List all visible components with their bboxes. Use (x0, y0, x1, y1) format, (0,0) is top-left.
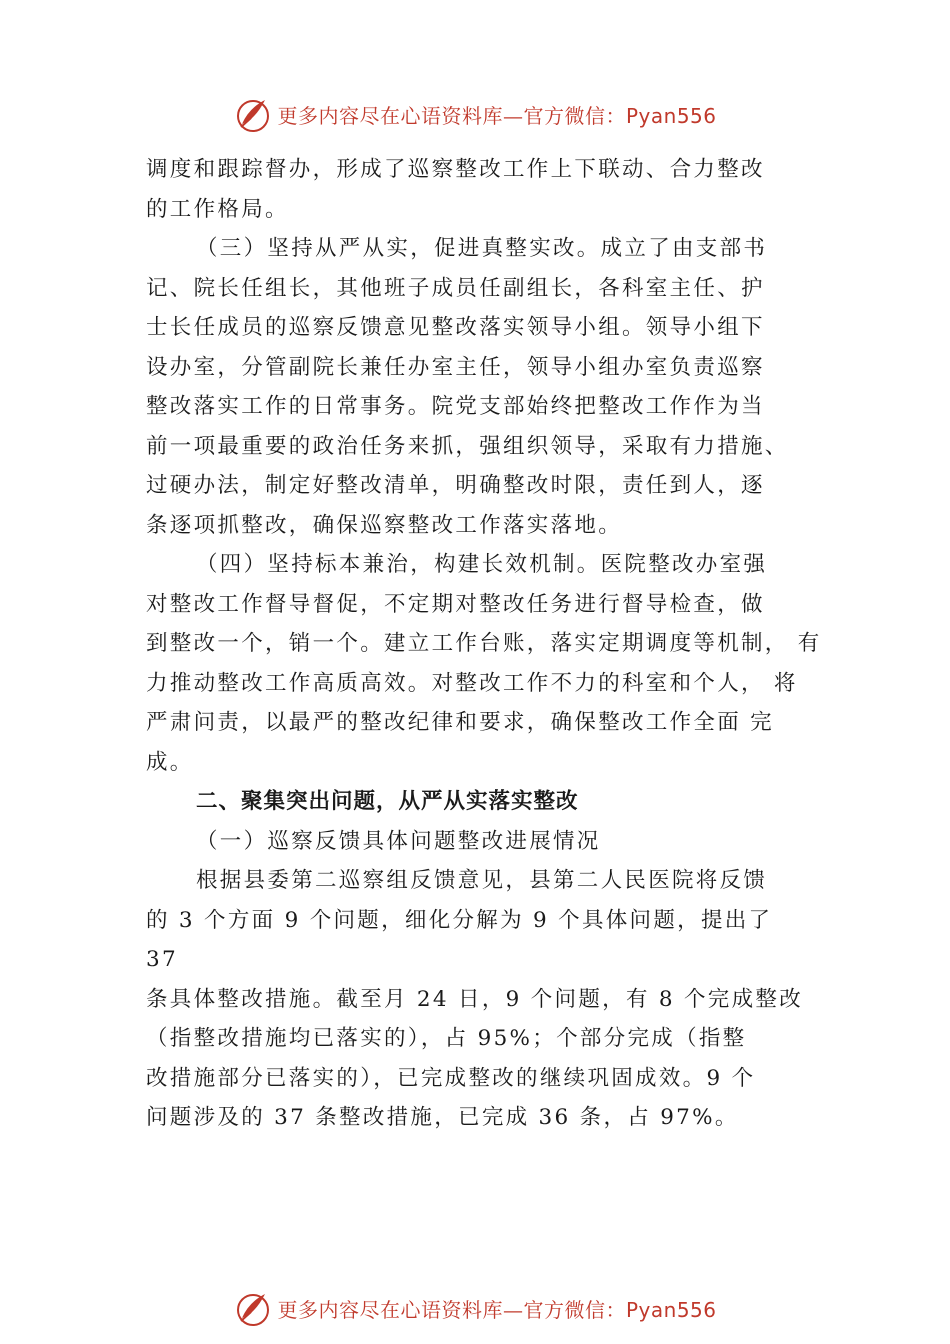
text-line: 问题涉及的 37 条整改措施，已完成 36 条，占 97%。 (146, 1105, 739, 1130)
text-line: 严肃问责，以最严的整改纪律和要求，确保整改工作全面 完 (146, 710, 774, 735)
text-line: 到整改一个，销一个。建立工作台账，落实定期调度等机制， 有 (146, 631, 822, 656)
section-three-title-line: （三）坚持从严从实，促进真整实改。成立了由支部书 (196, 236, 768, 261)
quill-logo-icon (233, 1288, 273, 1328)
text-line: 调度和跟踪督办，形成了巡察整改工作上下联动、合力整改 (146, 157, 765, 182)
text-line: 条逐项抓整改，确保巡察整改工作落实落地。 (146, 512, 623, 538)
text-line: （指整改措施均已落实的），占 95%；个部分完成（指整 (146, 1026, 747, 1051)
text-line: 根据县委第二巡察组反馈意见，县第二人民医院将反馈 (196, 868, 768, 893)
text-line: 37 (146, 947, 178, 972)
text-line: 过硬办法，制定好整改清单，明确整改时限，责任到人，逐 (146, 473, 765, 498)
subsection-one-title: （一）巡察反馈具体问题整改进展情况 (196, 828, 601, 854)
text-line: 成。 (146, 749, 194, 775)
text-line: 改措施部分已落实的），已完成整改的继续巩固成效。9 个 (146, 1065, 756, 1091)
section-two-heading: 二、聚集突出问题，从严从实落实整改 (196, 789, 579, 814)
footer-site-text: 更多内容尽在心语资料库—官方微信：Pyan556 (277, 1297, 717, 1322)
text-line: 条具体整改措施。截至月 24 日，9 个问题，有 8 个完成整改 (146, 986, 803, 1012)
quill-logo-icon (233, 94, 273, 134)
text-line: 前一项最重要的政治任务来抓，强组织领导，采取有力措施、 (146, 433, 789, 459)
text-line: 力推动整改工作高质高效。对整改工作不力的科室和个人， 将 (146, 670, 798, 696)
header-site-text: 更多内容尽在心语资料库—官方微信：Pyan556 (277, 103, 717, 128)
text-line: 整改落实工作的日常事务。院党支部始终把整改工作作为当 (146, 394, 765, 419)
section-four-title-line: （四）坚持标本兼治，构建长效机制。医院整改办室强 (196, 552, 768, 577)
header-wechat-id: Pyan556 (625, 103, 717, 128)
header-banner (0, 92, 950, 136)
text-line: 记、院长任组长，其他班子成员任副组长，各科室主任、护 (146, 275, 765, 301)
text-line: 士长任成员的巡察反馈意见整改落实领导小组。领导小组下 (146, 315, 765, 340)
text-line: 的 3 个方面 9 个问题，细化分解为 9 个具体问题，提出了 (146, 907, 773, 933)
text-line: 设办室，分管副院长兼任办室主任，领导小组办室负责巡察 (146, 354, 765, 380)
text-line: 对整改工作督导督促，不定期对整改任务进行督导检查，做 (146, 591, 765, 617)
footer-wechat-id: Pyan556 (625, 1297, 717, 1322)
document-body (146, 150, 826, 1138)
footer-banner (0, 1286, 950, 1330)
text-line: 的工作格局。 (146, 196, 289, 222)
